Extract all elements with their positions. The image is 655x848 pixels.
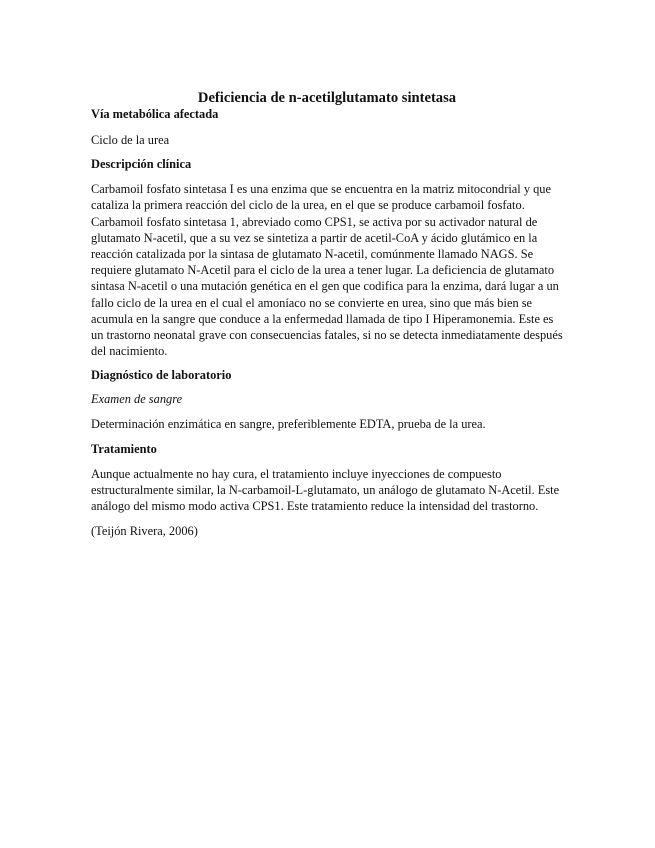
citation: (Teijón Rivera, 2006): [91, 524, 198, 539]
heading-diagnostico-laboratorio: Diagnóstico de laboratorio: [91, 368, 232, 383]
tratamiento-text: Aunque actualmente no hay cura, el tratamiento incluye inyecciones de compuesto estructuralmente similar, la N-carbamoil-L-glutamato, un análogo de glutamato N-Acetil. Este análogo del mismo modo activa CPS1. Este tratamiento reduce la intensidad del trastorno.: [91, 466, 560, 514]
heading-descripcion-clinica: Descripción clínica: [91, 157, 192, 172]
diagnostico-text: Determinación enzimática en sangre, preferiblemente EDTA, prueba de la urea.: [91, 417, 486, 432]
heading-via-metabolica: Vía metabólica afectada: [91, 107, 219, 121]
descripcion-clinica-text: Carbamoil fosfato sintetasa I es una enzima que se encuentra en la matriz mitocondrial y que cataliza la primera reacción del ciclo de la urea, en el que se produce carbamoil fosfato. Carbamoil fosfato sintetasa 1, abreviado como CPS1, se activa por su activador natural de glutamato N-acetil, que a su vez se sintetiza a partir de acetil-CoA y ácido glutámico en la reacción catalizada por la sintasa de glutamato N-acetil, comúnmente llamado NAGS. Se requiere glutamato N-Acetil para el ciclo de la urea a tener lugar. La deficiencia de glutamato sintasa N-acetil o una mutación genética en el gen que codifica para la enzima, dará lugar a un fallo ciclo de la urea en el cual el amoníaco no se convierte en urea, sino que más bien se acumula en la sangre que conduce a la enfermedad llamada de tipo I Hiperamonemia. Este es un trastorno neonatal grave con consecuencias fatales, si no se detecta inmediatamente después del nacimiento.: [91, 182, 563, 359]
via-metabolica-text: Ciclo de la urea: [91, 133, 170, 147]
document-content: [91, 89, 563, 539]
heading-tratamiento: Tratamiento: [91, 441, 157, 456]
subheading-examen-sangre: Examen de sangre: [91, 392, 183, 407]
document-title: Deficiencia de n-acetilglutamato sintetasa: [197, 90, 457, 106]
